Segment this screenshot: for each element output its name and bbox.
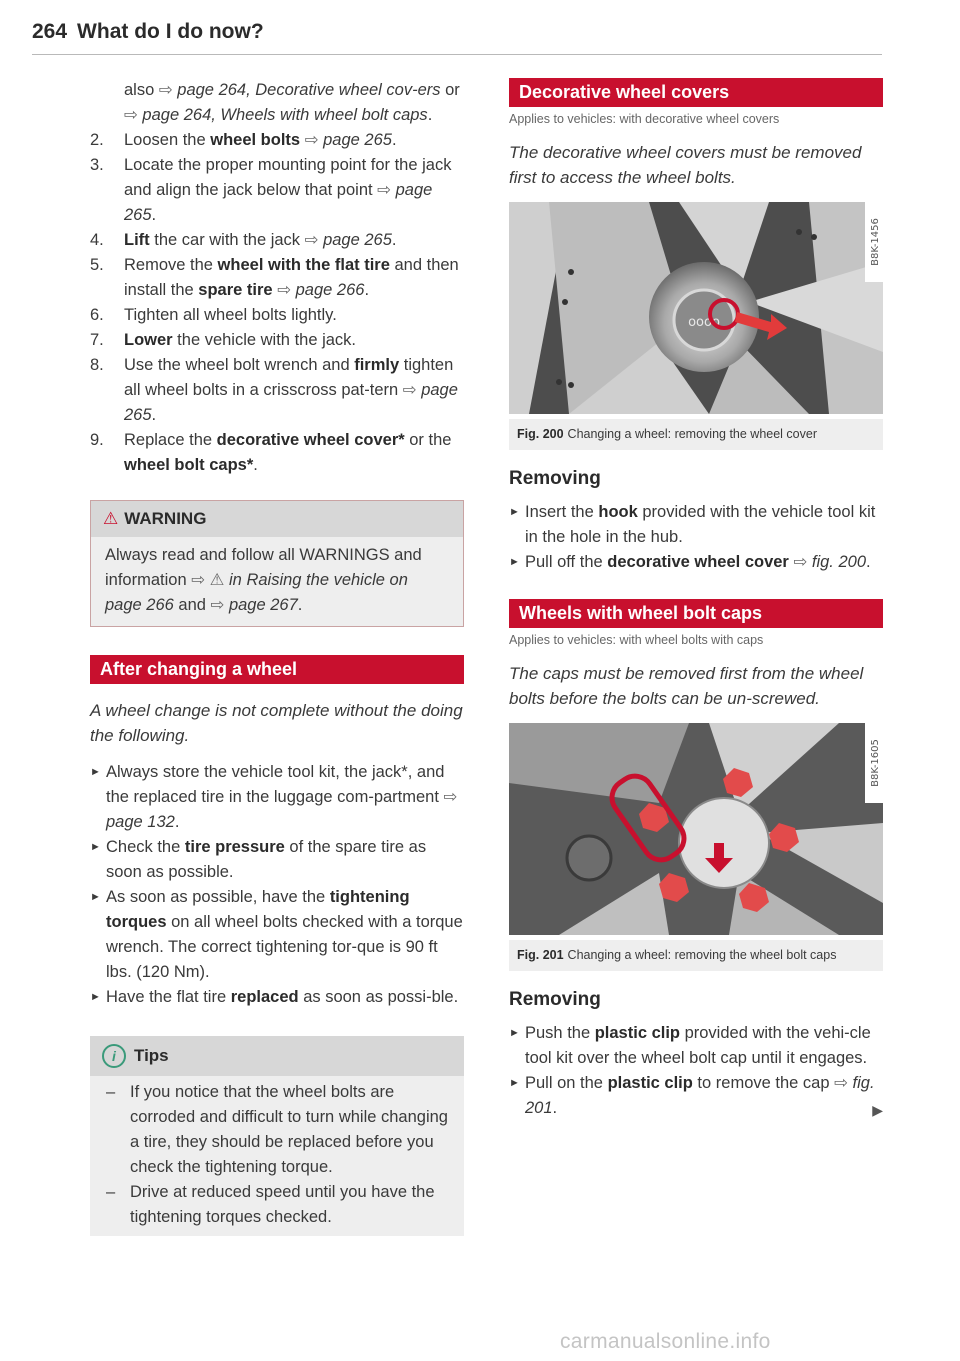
figure-201: [509, 723, 883, 971]
step-item: [90, 428, 464, 478]
step-number: 8.: [90, 356, 104, 374]
tip-text: Drive at reduced speed until you have the tightening torques checked.: [130, 1183, 435, 1226]
removing-heading: Removing: [509, 989, 601, 1010]
step-text: Use the wheel bolt wrench and firmly tighten all wheel bolts in a crisscross pat-tern ⇨ page 265.: [124, 356, 458, 424]
step-item: [90, 153, 464, 228]
bullet-arrow-icon: ►: [509, 556, 520, 568]
step-item: [90, 328, 464, 353]
figure-200: [509, 202, 883, 450]
step-number: 2.: [90, 131, 104, 149]
figure-code: B8K-1605: [870, 739, 881, 787]
warning-body: Always read and follow all WARNINGS and information ⇨ ⚠ in Raising the vehicle on page 266 and ⇨ page 267.: [91, 537, 463, 626]
info-icon: i: [102, 1044, 126, 1068]
figure-label: Fig. 200: [517, 427, 564, 441]
step-number: 4.: [90, 231, 104, 249]
applies-to: Applies to vehicles: with wheel bolts with caps: [509, 633, 764, 647]
page-title: What do I do now?: [77, 20, 264, 43]
step-text: Tighten all wheel bolts lightly.: [124, 306, 337, 324]
warning-title: WARNING: [124, 509, 207, 528]
step-number: 5.: [90, 256, 104, 274]
section-title-after-changing: After changing a wheel: [90, 655, 464, 684]
step-item: [90, 303, 464, 328]
tip-item: – If you notice that the wheel bolts are corroded and difficult to turn while changing a tire, they should be replaced before you check the tightening torque.: [106, 1083, 448, 1176]
left-column: [90, 78, 464, 1236]
wheel-cover-illustration: [509, 202, 883, 414]
figure-label: Fig. 201: [517, 948, 564, 962]
bullet-arrow-icon: ►: [90, 841, 101, 853]
after-change-list: [90, 760, 464, 1010]
tips-box: [90, 1036, 464, 1236]
tips-body: [90, 1076, 464, 1236]
list-item-text: Have the flat tire replaced as soon as possi-ble.: [106, 988, 459, 1006]
list-item: [509, 1021, 883, 1071]
wheel-bolt-caps-illustration: [509, 723, 883, 935]
bullet-arrow-icon: ►: [509, 1077, 520, 1089]
list-item-text: Insert the hook provided with the vehicle tool kit in the hole in the hub.: [525, 503, 876, 546]
list-item: [509, 500, 883, 550]
list-item: [90, 985, 464, 1010]
list-item: [90, 835, 464, 885]
list-item-text: Check the tire pressure of the spare tire as soon as possible.: [106, 838, 427, 881]
step-item: [90, 353, 464, 428]
step-text: Loosen the wheel bolts ⇨ page 265.: [124, 131, 397, 149]
step-text: Remove the wheel with the flat tire and then install the spare tire ⇨ page 266.: [124, 256, 459, 299]
bullet-arrow-icon: ►: [90, 991, 101, 1003]
tip-item: – Drive at reduced speed until you have the tightening torques checked.: [106, 1183, 435, 1226]
step-item: [90, 253, 464, 303]
step-item: [90, 228, 464, 253]
section-title-wheel-bolt-caps: Wheels with wheel bolt caps: [509, 599, 883, 628]
bullet-arrow-icon: ►: [509, 1027, 520, 1039]
step-text: also ⇨ page 264, Decorative wheel cov-ers or ⇨ page 264, Wheels with wheel bolt caps.: [124, 81, 460, 124]
list-item-text: Push the plastic clip provided with the vehi-cle tool kit over the wheel bolt cap until it engages.: [525, 1024, 871, 1067]
right-column: [509, 78, 883, 1121]
warning-box: [90, 500, 464, 627]
figure-caption-text: Changing a wheel: removing the wheel bolt caps: [567, 948, 837, 962]
step-item: [90, 128, 464, 153]
bullet-arrow-icon: ►: [509, 506, 520, 518]
tips-header: [90, 1036, 464, 1076]
page-header: [32, 20, 882, 55]
bullet-arrow-icon: ►: [90, 766, 101, 778]
list-item: [90, 760, 464, 835]
figure-caption-text: Changing a wheel: removing the wheel cover: [567, 427, 817, 441]
continue-arrow-icon: ▶: [872, 1102, 883, 1118]
step-number: 9.: [90, 431, 104, 449]
step-item: [90, 78, 464, 128]
list-item: [509, 550, 883, 575]
applies-to: Applies to vehicles: with decorative wheel covers: [509, 112, 780, 126]
list-item-text: Always store the vehicle tool kit, the jack*, and the replaced tire in the luggage com-partment ⇨ page 132.: [106, 763, 458, 831]
figure-caption: [509, 940, 883, 971]
section-title-decorative-covers: Decorative wheel covers: [509, 78, 883, 107]
step-text: Lift the car with the jack ⇨ page 265.: [124, 231, 397, 249]
list-item-text: Pull off the decorative wheel cover ⇨ fig. 200.: [525, 553, 871, 571]
step-number: 7.: [90, 331, 104, 349]
page-number: 264: [32, 20, 68, 43]
figure-code: B8K-1456: [870, 218, 881, 266]
removing-list: [509, 1021, 883, 1121]
watermark: carmanualsonline.info: [560, 1330, 771, 1353]
step-text: Replace the decorative wheel cover* or the wheel bolt caps*.: [124, 431, 452, 474]
step-text: Lower the vehicle with the jack.: [124, 331, 357, 349]
steps-list: [90, 78, 464, 478]
list-item-text: As soon as possible, have the tightening torques on all wheel bolts checked with a torque wrench. The correct tightening tor-que is 90 ft lbs. (120 Nm).: [106, 888, 463, 981]
section-intro: The decorative wheel covers must be removed first to access the wheel bolts.: [509, 143, 862, 187]
section-intro: The caps must be removed first from the wheel bolts before the bolts can be un-screwed.: [509, 664, 864, 708]
list-item-text: Pull on the plastic clip to remove the cap ⇨ fig. 201.: [525, 1074, 875, 1117]
svg-text:oooo: oooo: [688, 315, 720, 330]
removing-list: [509, 500, 883, 575]
list-item: [90, 885, 464, 985]
removing-heading: Removing: [509, 468, 601, 489]
step-text: Locate the proper mounting point for the jack and align the jack below that point ⇨ page 265.: [124, 156, 452, 224]
tip-text: If you notice that the wheel bolts are corroded and difficult to turn while changing a tire, they should be replaced before you check the tightening torque.: [130, 1083, 448, 1176]
bullet-arrow-icon: ►: [90, 891, 101, 903]
step-number: 6.: [90, 306, 104, 324]
warning-header: [91, 501, 463, 537]
tips-title: Tips: [134, 1046, 169, 1065]
list-item: [509, 1071, 883, 1121]
figure-caption: [509, 419, 883, 450]
section-intro: A wheel change is not complete without the doing the following.: [90, 701, 463, 745]
warning-icon: ⚠: [103, 509, 119, 528]
step-number: 3.: [90, 156, 104, 174]
